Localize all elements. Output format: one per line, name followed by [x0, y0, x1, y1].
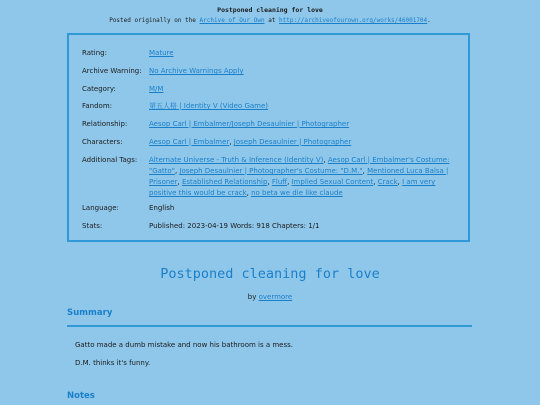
character-link[interactable]: Joseph Desaulnier | Photographer — [233, 138, 352, 146]
stats-value: Published: 2023-04-19 Words: 918 Chapters: 1/1 — [149, 222, 320, 230]
summary-heading: Summary — [67, 308, 113, 318]
character-link[interactable]: Aesop Carl | Embalmer — [149, 138, 230, 146]
notes-heading: Notes — [67, 391, 95, 401]
tag-link[interactable]: I am very positive this would be crack — [149, 178, 436, 197]
work-url-link[interactable]: http://archiveofourown.org/works/46001704 — [279, 17, 428, 24]
characters-label: Characters: — [82, 138, 123, 146]
warning-label: Archive Warning: — [82, 67, 142, 75]
work-metadata-box: Rating: Mature Archive Warning: No Archive Warnings Apply Category: M/M Fandom: 第五人格 | Identity V (Video Game) Relationship: Aesop Carl | Embalmer/Joseph Desaulnier | Photographer Characters: Aesop Carl | Embalmer, Joseph Desaulnier | Photographer Additional Tags: Alternate Universe - Truth & Inference (Identity V), Aesop Carl | Embalmer's Costume: "Gatto", Joseph Desaulnier | Photographer's Costume: "D.M.", Mentioned Luca Balsa | Prisoner, Established Relationship, Fluff, Implied Sexual Content, Crack, I am very positive this would be crack, no beta we die like claude Language: English Stats: Published: 2023-04-19 Words: 918 Chapters: 1/1 — [67, 33, 470, 242]
tag-link[interactable]: Established Relationship — [181, 178, 268, 186]
summary-paragraph: D.M. thinks it's funny. — [75, 359, 151, 367]
tag-link[interactable]: Implied Sexual Content — [291, 178, 374, 186]
language-label: Language: — [82, 204, 119, 212]
archive-link[interactable]: Archive of Our Own — [199, 17, 265, 24]
at-text: at — [268, 17, 276, 24]
tag-link[interactable]: Aesop Carl | Embalmer's Costume: "Gatto" — [149, 156, 450, 175]
rating-link[interactable]: Mature — [149, 49, 174, 57]
category-label: Category: — [82, 85, 116, 93]
stats-label: Stats: — [82, 222, 103, 230]
header-posted-line — [0, 17, 540, 24]
warning-link[interactable]: No Archive Warnings Apply — [149, 67, 244, 75]
relationship-label: Relationship: — [82, 120, 128, 128]
summary-paragraph: Gatto made a dumb mistake and now his bathroom is a mess. — [75, 341, 293, 349]
fandom-link[interactable]: 第五人格 | Identity V (Video Game) — [149, 102, 269, 110]
tags-label: Additional Tags: — [82, 156, 138, 164]
work-title: Postponed cleaning for love — [160, 266, 380, 282]
summary-divider — [67, 325, 472, 327]
posted-prefix: Posted originally on the — [109, 17, 196, 24]
tag-link[interactable]: Alternate Universe - Truth & Inference (Identity V) — [149, 156, 324, 164]
header-title: Postponed cleaning for love — [217, 6, 323, 14]
tag-link[interactable]: Joseph Desaulnier | Photographer's Costume: "D.M." — [179, 167, 363, 175]
author-link[interactable]: overmore — [258, 293, 293, 301]
category-link[interactable]: M/M — [149, 85, 164, 93]
period: . — [427, 17, 431, 24]
language-value: English — [149, 204, 175, 212]
by-text: by — [247, 293, 257, 301]
byline — [0, 293, 540, 301]
tag-link[interactable]: Crack — [377, 178, 398, 186]
relationship-link[interactable]: Aesop Carl | Embalmer/Joseph Desaulnier | Photographer — [149, 120, 350, 128]
tag-link[interactable]: no beta we die like claude — [251, 189, 343, 197]
rating-label: Rating: — [82, 49, 107, 57]
tag-link[interactable]: Fluff — [271, 178, 288, 186]
tag-link[interactable]: Mentioned Luca Balsa | Prisoner — [149, 167, 449, 186]
fandom-label: Fandom: — [82, 102, 113, 110]
